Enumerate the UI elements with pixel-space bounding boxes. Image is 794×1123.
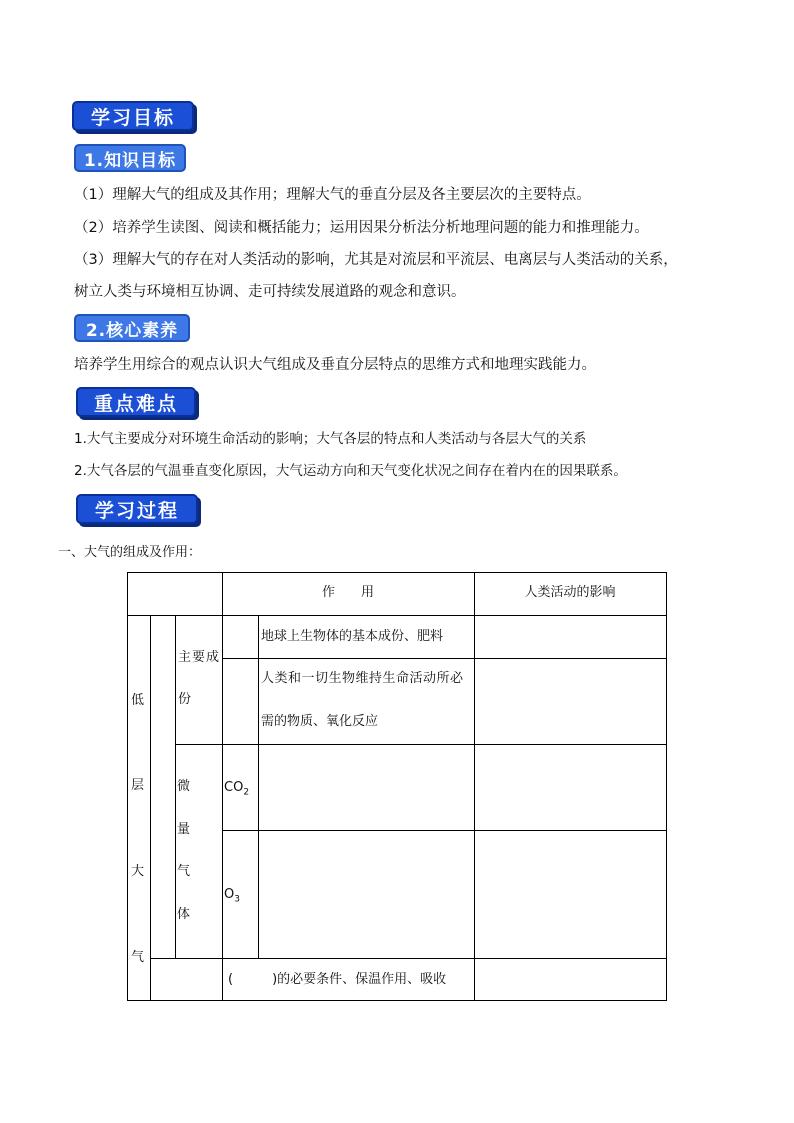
row1-effect: 地球上生物体的基本成份、肥料 <box>261 629 444 644</box>
knowledge-item-1: （1）理解大气的组成及其作用；理解大气的垂直分层及各主要层次的主要特点。 <box>74 187 591 203</box>
core-literacy-text: 培养学生用综合的观点认识大气组成及垂直分层特点的思维方式和地理实践能力。 <box>74 357 596 373</box>
trace-gases-char-2: 量 <box>177 822 191 837</box>
main-components-label-2: 份 <box>178 692 192 707</box>
section-badge-learning-goals: 学习目标 <box>72 101 194 131</box>
low-atmosphere-char-2: 层 <box>131 778 145 793</box>
row2-effect-line2: 需的物质、氧化反应 <box>261 714 379 729</box>
o3-subscript: 3 <box>234 894 240 905</box>
header-human-impact: 人类活动的影响 <box>524 585 616 600</box>
header-effect: 作 用 <box>321 585 374 600</box>
knowledge-item-2: （2）培养学生读图、阅读和概括能力；运用因果分析法分析地理问题的能力和推理能力。 <box>74 220 649 236</box>
co2-label <box>224 778 249 803</box>
low-atmosphere-char-1: 低 <box>131 693 145 708</box>
process-heading: 一、大气的组成及作用： <box>58 545 202 560</box>
o3-label <box>224 885 240 910</box>
section-badge-core-literacy: 2.核心素养 <box>74 314 190 342</box>
row5-effect: ( )的必要条件、保温作用、吸收 <box>228 972 447 987</box>
o3-text: O <box>224 887 235 902</box>
row2-effect-line1: 人类和一切生物维持生命活动所必 <box>261 671 464 686</box>
trace-gases-char-3: 气 <box>177 864 191 879</box>
co2-text: CO <box>224 780 244 795</box>
section-badge-key-points: 重点难点 <box>76 387 196 417</box>
section-badge-learning-process: 学习过程 <box>76 494 198 524</box>
low-atmosphere-char-3: 大 <box>131 864 145 879</box>
trace-gases-char-4: 体 <box>177 907 191 922</box>
main-components-label-1: 主要成 <box>178 650 221 665</box>
co2-subscript: 2 <box>243 787 250 798</box>
low-atmosphere-char-4: 气 <box>131 950 145 965</box>
knowledge-item-4: 树立人类与环境相互协调、走可持续发展道路的观念和意识。 <box>74 284 466 300</box>
key-item-2: 2.大气各层的气温垂直变化原因，大气运动方向和天气变化状况之间存在着内在的因果联系。 <box>74 463 627 479</box>
trace-gases-char-1: 微 <box>177 779 191 794</box>
knowledge-item-3: （3）理解大气的存在对人类活动的影响，尤其是对流层和平流层、电离层与人类活动的关系， <box>74 252 678 268</box>
key-item-1: 1.大气主要成分对环境生命活动的影响；大气各层的特点和人类活动与各层大气的关系 <box>74 431 587 447</box>
section-badge-knowledge-goals: 1.知识目标 <box>74 144 186 172</box>
